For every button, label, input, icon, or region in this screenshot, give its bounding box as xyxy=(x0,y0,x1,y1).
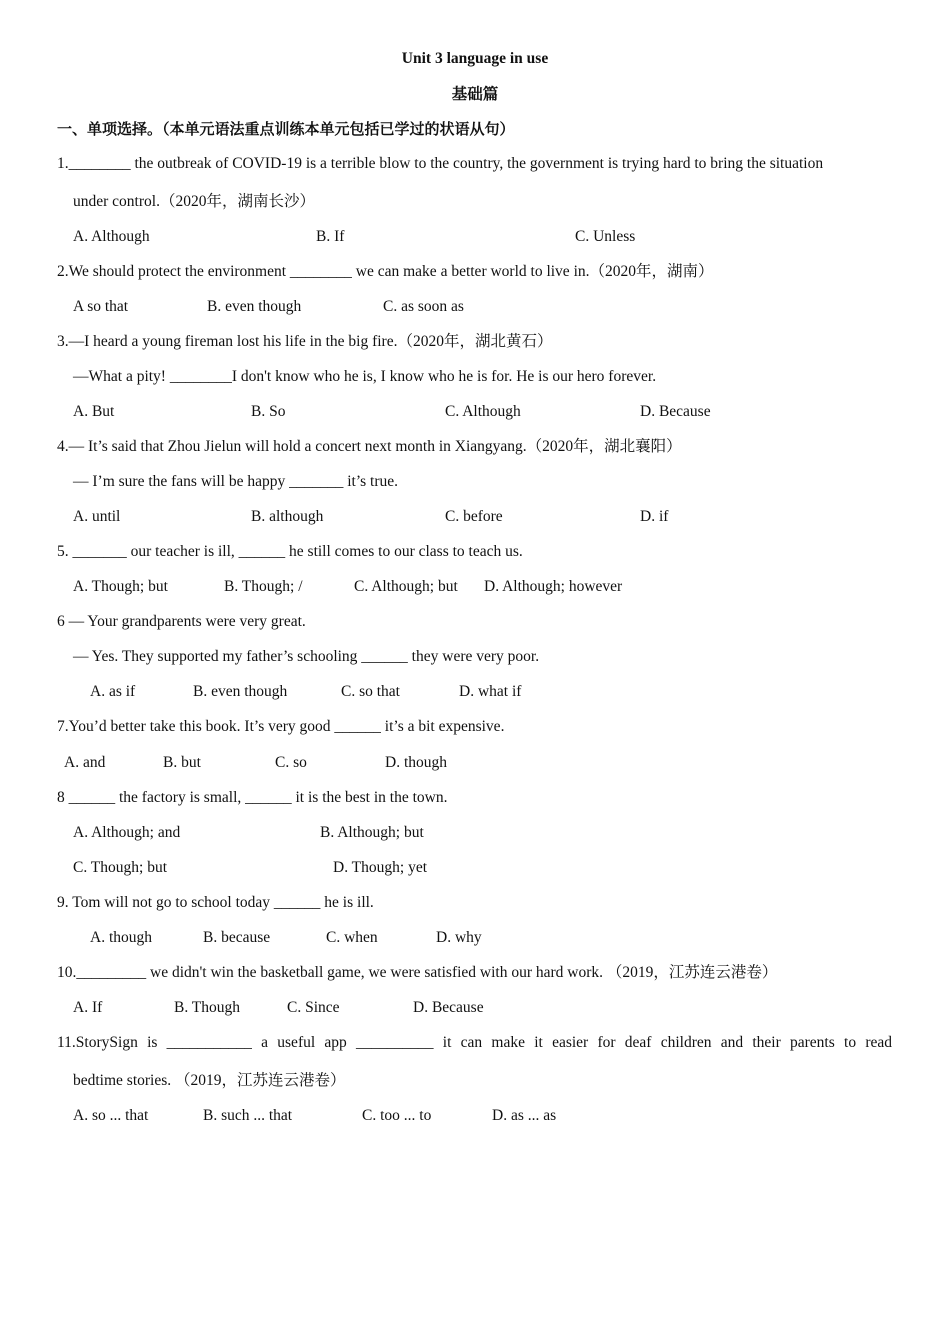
option-c[interactable]: C. Though; but xyxy=(73,859,168,876)
option-c[interactable]: C. Unless xyxy=(575,228,636,245)
option-b[interactable]: B. So xyxy=(251,403,286,420)
option-a[interactable]: A so that xyxy=(73,298,129,315)
option-a[interactable]: A. Although xyxy=(73,228,150,245)
question-text: — I’m sure the fans will be happy _______ it’s true. xyxy=(73,473,399,490)
option-b[interactable]: B. Though; / xyxy=(224,578,303,595)
question-text: 5. _______ our teacher is ill, ______ he still comes to our class to teach us. xyxy=(57,543,523,560)
question-text: 6 — Your grandparents were very great. xyxy=(57,613,306,630)
question-text: 8 ______ the factory is small, ______ it is the best in the town. xyxy=(57,789,448,806)
option-c[interactable]: C. Although xyxy=(445,403,521,420)
question-text: 2.We should protect the environment ________ we can make a better world to live in.（2020年，湖南） xyxy=(57,263,714,280)
question-text: —What a pity! ________I don't know who he is, I know who he is for. He is our hero forever. xyxy=(73,368,657,385)
option-b[interactable]: B. although xyxy=(251,508,324,525)
option-d[interactable]: D. as ... as xyxy=(492,1107,557,1124)
option-b[interactable]: B. Although; but xyxy=(320,824,424,841)
option-b[interactable]: B. If xyxy=(316,228,345,245)
option-a[interactable]: A. Though; but xyxy=(73,578,168,595)
option-d[interactable]: D. Though; yet xyxy=(333,859,427,876)
option-d[interactable]: D. why xyxy=(436,929,482,946)
option-c[interactable]: C. Since xyxy=(287,999,340,1016)
question-text: 3.—I heard a young fireman lost his life in the big fire.（2020年，湖北黄石） xyxy=(57,333,553,350)
question-text: 7.You’d better take this book. It’s very good ______ it’s a bit expensive. xyxy=(57,718,505,735)
question-text: — Yes. They supported my father’s schooling ______ they were very poor. xyxy=(73,648,540,665)
option-a[interactable]: A. so ... that xyxy=(73,1107,149,1124)
option-a[interactable]: A. though xyxy=(90,929,152,946)
option-c[interactable]: C. as soon as xyxy=(383,298,464,315)
option-c[interactable]: C. when xyxy=(326,929,378,946)
page-subtitle: 基础篇 xyxy=(451,85,499,103)
option-a[interactable]: A. until xyxy=(73,508,121,525)
option-b[interactable]: B. even though xyxy=(193,683,288,700)
option-d[interactable]: D. Because xyxy=(413,999,484,1016)
option-b[interactable]: B. because xyxy=(203,929,271,946)
question-text: 1.________ the outbreak of COVID-19 is a terrible blow to the country, the government is trying hard to bring the situation xyxy=(57,155,824,172)
question-text: bedtime stories. （2019，江苏连云港卷） xyxy=(73,1072,346,1089)
option-d[interactable]: D. Because xyxy=(640,403,711,420)
question-text: 9. Tom will not go to school today ______ he is ill. xyxy=(57,894,374,911)
option-b[interactable]: B. even though xyxy=(207,298,302,315)
option-c[interactable]: C. so that xyxy=(341,683,400,700)
option-c[interactable]: C. too ... to xyxy=(362,1107,432,1124)
option-a[interactable]: A. Although; and xyxy=(73,824,181,841)
question-text: 11.StorySign is ___________ a useful app __________ it can make it easier for deaf children and their parents to read xyxy=(57,1034,892,1051)
option-c[interactable]: C. before xyxy=(445,508,503,525)
option-c[interactable]: C. so xyxy=(275,754,307,771)
option-a[interactable]: A. and xyxy=(64,754,106,771)
option-a[interactable]: A. If xyxy=(73,999,103,1016)
option-d[interactable]: D. though xyxy=(385,754,447,771)
option-d[interactable]: D. Although; however xyxy=(484,578,623,595)
option-c[interactable]: C. Although; but xyxy=(354,578,458,595)
option-d[interactable]: D. if xyxy=(640,508,669,525)
page-title: Unit 3 language in use xyxy=(401,50,549,67)
option-b[interactable]: B. Though xyxy=(174,999,241,1016)
option-b[interactable]: B. but xyxy=(163,754,201,771)
question-text: 10._________ we didn't win the basketball game, we were satisfied with our hard work. （2019，江苏连云港卷） xyxy=(57,964,778,981)
option-d[interactable]: D. what if xyxy=(459,683,522,700)
question-text: 4.— It’s said that Zhou Jielun will hold a concert next month in Xiangyang.（2020年，湖北襄阳） xyxy=(57,438,682,455)
question-text: under control.（2020年，湖南长沙） xyxy=(73,193,315,210)
section-heading: 一、单项选择。（本单元语法重点训练本单元包括已学过的状语从句） xyxy=(57,120,515,138)
option-b[interactable]: B. such ... that xyxy=(203,1107,293,1124)
option-a[interactable]: A. as if xyxy=(90,683,136,700)
option-a[interactable]: A. But xyxy=(73,403,115,420)
